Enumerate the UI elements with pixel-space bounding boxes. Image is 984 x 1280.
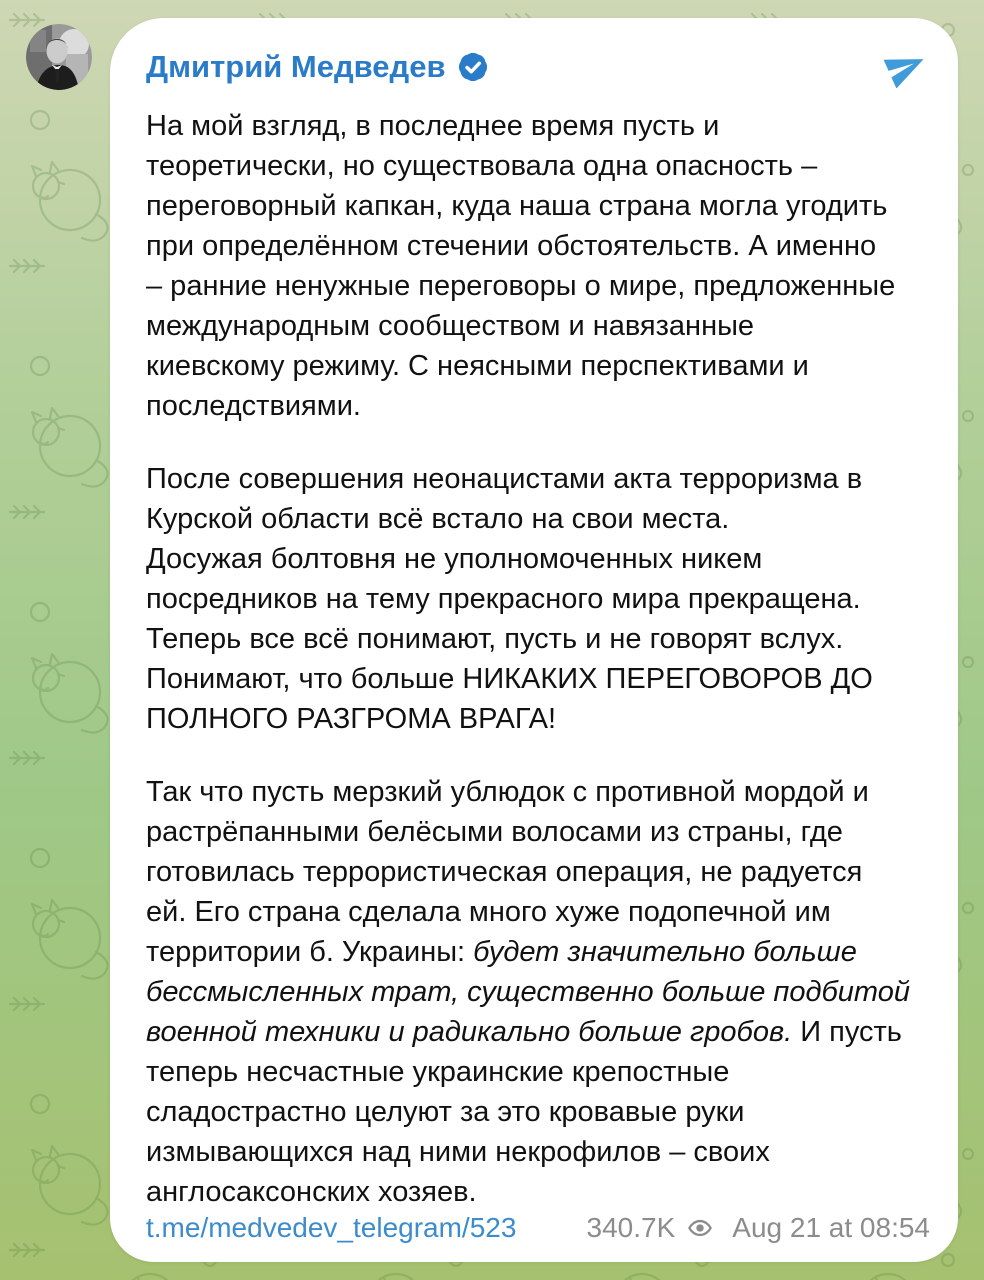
message-line: На мой взгляд, в последнее время пусть и <box>146 110 720 142</box>
message-line: последствиями. <box>146 390 361 422</box>
message-line: международным сообществом и навязанные <box>146 310 755 342</box>
eye-icon <box>684 1215 716 1241</box>
timestamp: Aug 21 at 08:54 <box>732 1212 930 1243</box>
message-line: англосаксонских хозяев. <box>146 1176 477 1208</box>
views-group <box>587 1212 717 1244</box>
post-header <box>146 46 930 88</box>
footer-meta <box>587 1212 930 1244</box>
views-count: 340.7K <box>586 1212 676 1243</box>
message-line: теперь несчастные украинские крепостные <box>146 1056 730 1088</box>
message-line: киевскому режиму. С неясными перспективами и <box>146 350 809 382</box>
message-line: Досужая болтовня не уполномоченных никем <box>146 543 763 575</box>
message-line: готовилась террористическая операция, не радуется <box>146 856 863 888</box>
message-line: Понимают, что больше НИКАКИХ ПЕРЕГОВОРОВ ДО <box>146 663 873 695</box>
message-line: измывающихся над ними некрофилов – своих <box>146 1136 770 1168</box>
post-link[interactable]: t.me/medvedev_telegram/523 <box>146 1212 517 1243</box>
message-line: переговорный капкан, куда наша страна могла угодить <box>146 190 888 222</box>
message-line: сладострастно целуют за это кровавые руки <box>146 1096 745 1128</box>
message-text <box>146 106 930 1212</box>
message-paragraph <box>146 106 930 426</box>
post-footer <box>146 1212 930 1250</box>
channel-avatar[interactable] <box>26 24 92 90</box>
message-line: ПОЛНОГО РАЗГРОМА ВРАГА! <box>146 703 557 735</box>
telegram-plane-icon[interactable] <box>882 46 930 88</box>
message-line: ей. Его страна сделала много хуже подопечной им <box>146 896 831 928</box>
message-line: – ранние ненужные переговоры о мире, предложенные <box>146 270 896 302</box>
message-line: Курской области всё встало на свои места. <box>146 503 730 535</box>
avatar-photo <box>26 24 92 90</box>
message-line: военной техники и радикально больше гробов. И пусть <box>146 1016 902 1048</box>
message-line: теоретически, но существовала одна опасность – <box>146 150 818 182</box>
message-line: при определённом стечении обстоятельств. А именно <box>146 230 877 262</box>
telegram-post-bubble <box>110 18 958 1262</box>
message-line: Теперь все всё понимают, пусть и не говорят вслух. <box>146 623 844 655</box>
message-paragraph <box>146 772 930 1212</box>
message-line: растрёпанными белёсыми волосами из страны, где <box>146 816 843 848</box>
message-paragraph <box>146 459 930 739</box>
message-line: посредников на тему прекрасного мира прекращена. <box>146 583 861 615</box>
message-line: бессмысленных трат, существенно больше подбитой <box>146 976 911 1008</box>
message-line: После совершения неонацистами акта терроризма в <box>146 463 863 495</box>
message-line: Так что пусть мерзкий ублюдок с противной мордой и <box>146 776 869 808</box>
channel-name[interactable]: Дмитрий Медведев <box>146 49 446 84</box>
verified-badge-icon <box>456 50 490 84</box>
message-line: территории б. Украины: будет значительно больше <box>146 936 857 968</box>
